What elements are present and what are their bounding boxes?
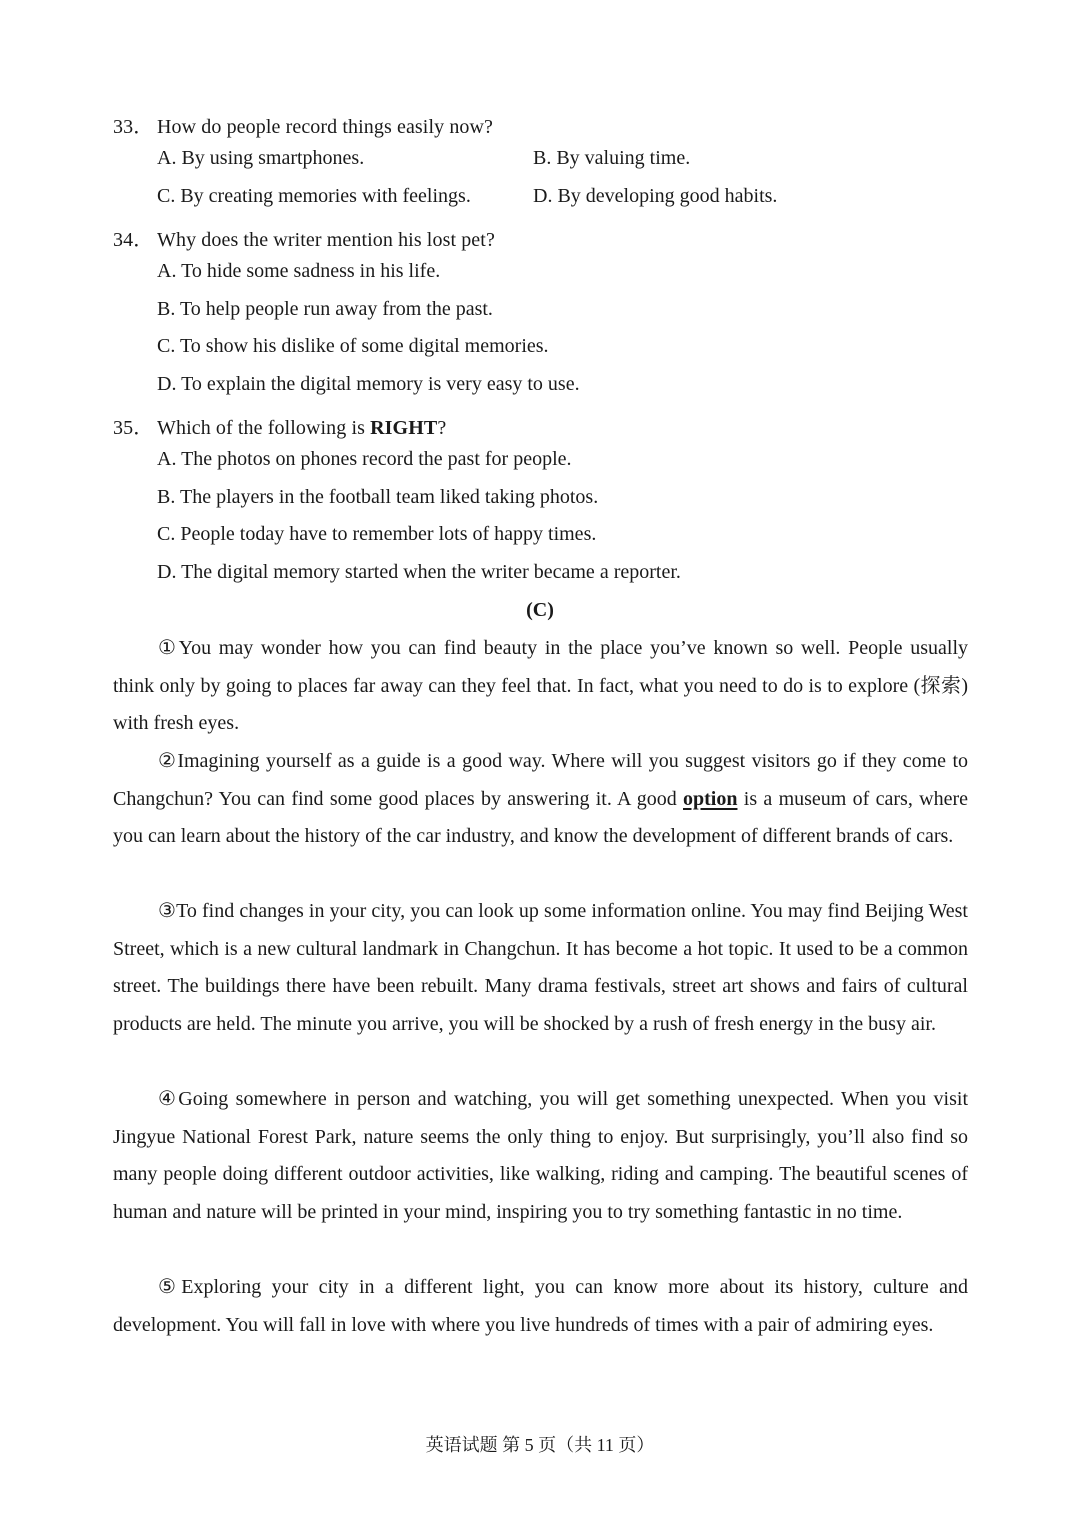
passage-paragraph-4: ④Going somewhere in person and watching, you will get something unexpected. When you visit Jingyue National Forest Park, nature seems the only thing to enjoy. But surprisingly, you’ll also find so many people doing different outdoor activities, like walking, riding and camping. The beautiful scenes of human and nature will be printed in your mind, inspiring you to try something fantastic in no time. — [113, 1088, 968, 1223]
passage-paragraph-3: ③To find changes in your city, you can look up some information online. You may find Beijing West Street, which is a new cultural landmark in Changchun. It has become a hot topic. It used to be a common street. The buildings there have been rebuilt. Many drama festivals, street art shows and fairs of cultural products are held. The minute you arrive, you will be shocked by a rush of fresh energy in the busy air. — [113, 900, 968, 1035]
question-33-option-a: A. By using smartphones. — [157, 147, 365, 169]
emphasis-word: RIGHT — [370, 417, 438, 439]
passage-paragraph-5: ⑤Exploring your city in a different light, you can know more about its history, culture and development. You will fall in love with where you live hundreds of times with a pair of admiring eyes. — [113, 1276, 968, 1336]
section-title: (C) — [526, 599, 554, 621]
question-34-stem — [113, 223, 495, 252]
question-35-option-b: B. The players in the football team liked taking photos. — [157, 486, 599, 508]
question-34-option-c: C. To show his dislike of some digital memories. — [157, 335, 549, 357]
question-number: 33． — [113, 116, 154, 138]
passage-paragraph-2 — [113, 743, 968, 856]
question-text: Which of the following is — [157, 417, 371, 439]
question-33-option-b: B. By valuing time. — [533, 147, 691, 169]
question-text: How do people record things easily now? — [157, 116, 494, 138]
underlined-keyword: option — [683, 787, 738, 810]
question-number: 34． — [113, 229, 154, 251]
passage-paragraph-1: ①You may wonder how you can find beauty in the place you’ve known so well. People usually think only by going to places far away can they feel that. In fact, what you need to do is to explore (探索) with fresh eyes. — [113, 637, 968, 735]
question-number: 35． — [113, 417, 154, 439]
question-33-option-d: D. By developing good habits. — [533, 185, 778, 207]
question-34-option-d: D. To explain the digital memory is very easy to use. — [157, 373, 580, 395]
question-text: Why does the writer mention his lost pet? — [157, 229, 495, 251]
question-35-stem — [113, 411, 446, 440]
question-33-stem — [113, 110, 493, 139]
question-33-option-c: C. By creating memories with feelings. — [157, 185, 471, 207]
question-34-option-a: A. To hide some sadness in his life. — [157, 260, 441, 282]
paragraph-text: is a museum of cars, where you can learn about the history of the car industry, and know the development of different brands of cars. — [113, 787, 968, 848]
question-35-option-c: C. People today have to remember lots of happy times. — [157, 523, 597, 545]
question-35-option-d: D. The digital memory started when the writer became a reporter. — [157, 561, 681, 583]
paragraph-text: ②Imagining yourself as a guide is a good way. Where will you suggest visitors go if they come to Changchun? You can find some good places by answering it. A good — [113, 750, 968, 810]
page-footer: 英语试题 第 5 页（共 11 页） — [425, 1435, 655, 1455]
question-34-option-b: B. To help people run away from the past. — [157, 298, 493, 320]
question-35-option-a: A. The photos on phones record the past for people. — [157, 448, 572, 470]
question-text-end: ? — [437, 417, 447, 439]
